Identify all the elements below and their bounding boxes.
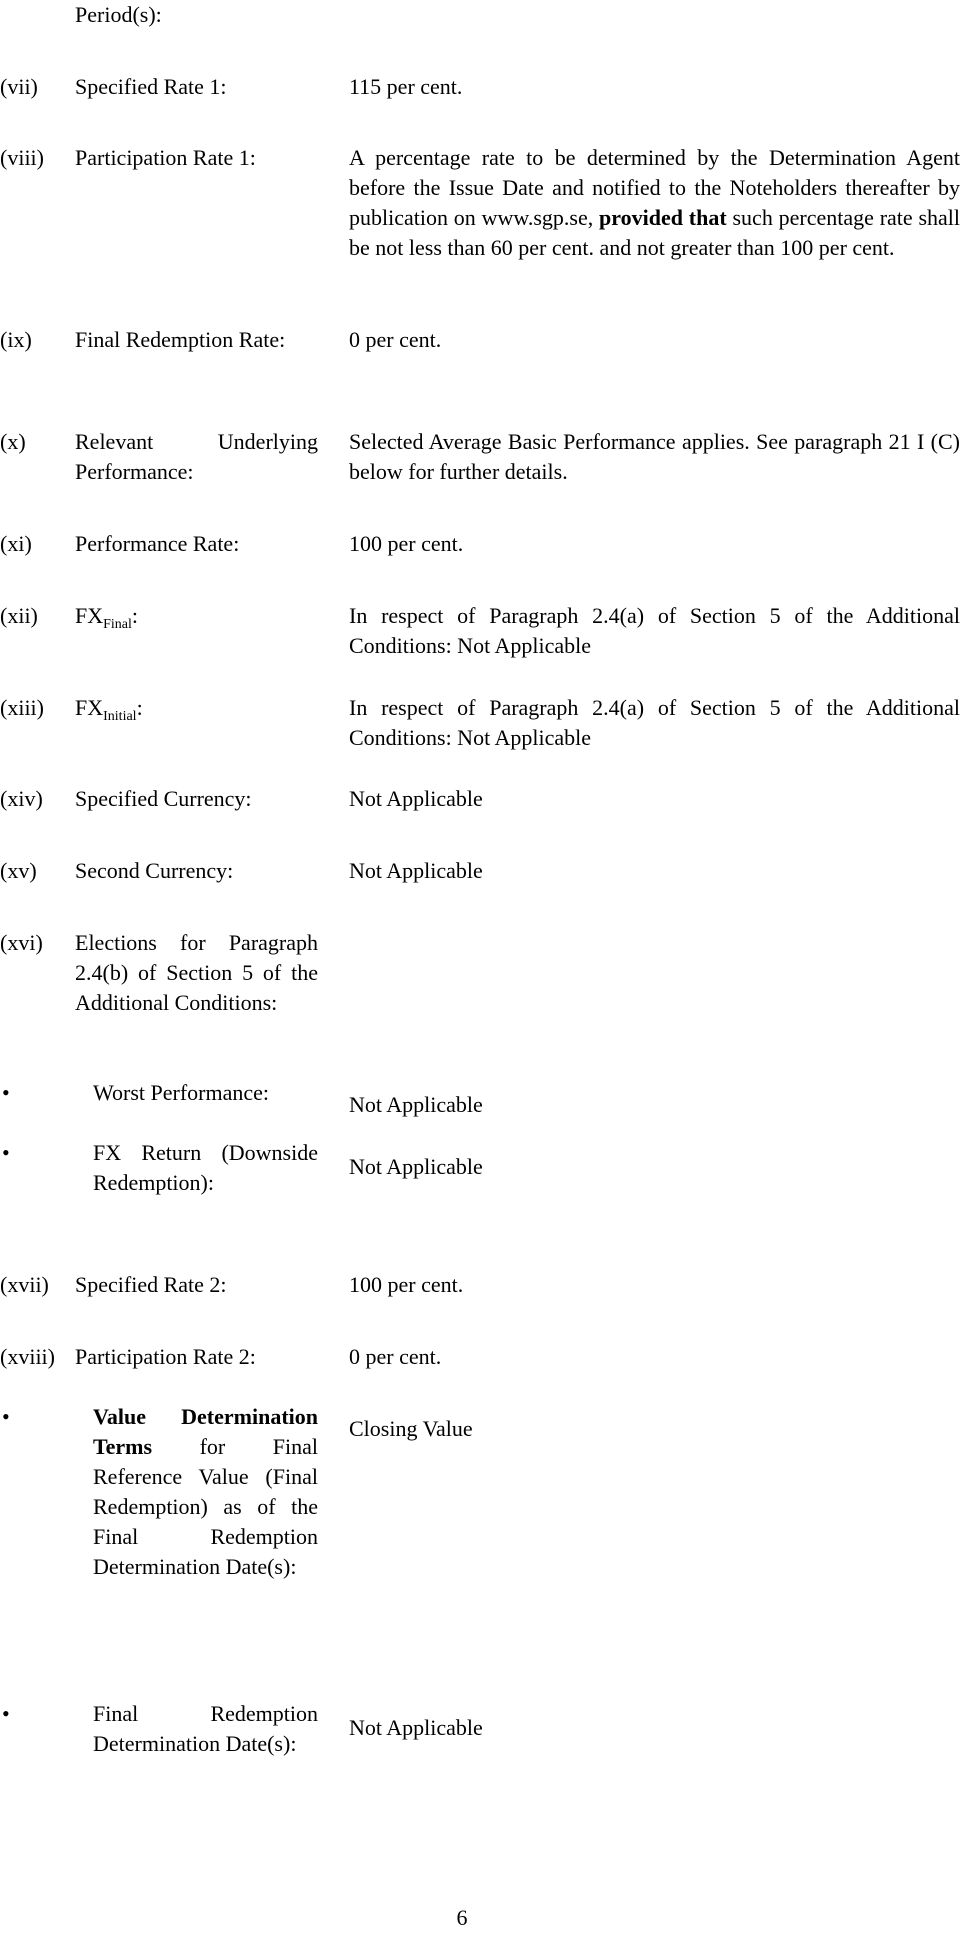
- value-text-b: such percentage rate shall be not less than 60 per cent. and not greater than 100 per cent.: [349, 205, 960, 260]
- bullet-label: Worst Performance:: [93, 1080, 269, 1105]
- period-label: Period(s):: [75, 2, 162, 27]
- bullet-value: Not Applicable: [349, 1092, 483, 1117]
- value-bold-text: provided that: [599, 205, 727, 230]
- item-number: (xviii): [0, 1344, 55, 1369]
- item-label: Participation Rate 2:: [75, 1344, 256, 1369]
- item-number: (xi): [0, 531, 32, 556]
- bullet-label: FX Return (Downside Redemption):: [93, 1140, 318, 1195]
- bullet-icon: •: [2, 1701, 10, 1726]
- item-label: Specified Rate 2:: [75, 1272, 227, 1297]
- bullet-icon: •: [2, 1404, 10, 1429]
- bullet-value: Closing Value: [349, 1416, 473, 1441]
- item-number: (xv): [0, 858, 37, 883]
- item-number: (xiv): [0, 786, 43, 811]
- item-number: (x): [0, 429, 26, 454]
- item-value: Selected Average Basic Performance applies. See paragraph 21 I (C) below for further details.: [349, 429, 960, 484]
- bullet-icon: •: [2, 1140, 10, 1165]
- item-label: Relevant Underlying Performance:: [75, 429, 318, 484]
- item-value: [349, 143, 960, 263]
- item-number: (ix): [0, 327, 32, 352]
- item-number: (xvi): [0, 930, 43, 955]
- item-number: (xiii): [0, 695, 44, 720]
- item-number: (xvii): [0, 1272, 49, 1297]
- item-value: 115 per cent.: [349, 74, 463, 99]
- item-label: Specified Rate 1:: [75, 74, 227, 99]
- page-number: 6: [456, 1905, 468, 1930]
- item-value: 100 per cent.: [349, 531, 464, 556]
- item-label: Final Redemption Rate:: [75, 327, 286, 352]
- item-number: (xii): [0, 603, 38, 628]
- item-value: In respect of Paragraph 2.4(a) of Section 5 of the Additional Conditions: Not Applicable: [349, 695, 960, 750]
- item-label: Second Currency:: [75, 858, 234, 883]
- bullet-value: Not Applicable: [349, 1154, 483, 1179]
- item-value: 0 per cent.: [349, 327, 442, 352]
- bullet-label: Value Determination Terms for Final Reference Value (Final Redemption) as of the Final Redemption Determination Date(s):: [93, 1404, 318, 1579]
- item-label: $FX_{Final}$:: [75, 603, 139, 632]
- bullet-label: Final Redemption Determination Date(s):: [93, 1701, 318, 1756]
- item-value: 100 per cent.: [349, 1272, 464, 1297]
- item-label: Elections for Paragraph 2.4(b) of Section 5 of the Additional Conditions:: [75, 930, 318, 1015]
- item-label: Performance Rate:: [75, 531, 240, 556]
- item-label: Participation Rate 1:: [75, 145, 256, 170]
- item-value: Not Applicable: [349, 786, 483, 811]
- item-number: (vii): [0, 74, 38, 99]
- item-number: (viii): [0, 145, 44, 170]
- item-value: Not Applicable: [349, 858, 483, 883]
- item-value: In respect of Paragraph 2.4(a) of Section 5 of the Additional Conditions: Not Applicable: [349, 603, 960, 658]
- item-label: Specified Currency:: [75, 786, 252, 811]
- bullet-icon: •: [2, 1080, 10, 1105]
- value-text-a: A percentage rate to be determined by the Determination Agent before the Issue Date and notified to the Noteholders thereafter by publication on www.sgp.se,: [349, 145, 960, 230]
- bullet-value: Not Applicable: [349, 1715, 483, 1740]
- item-label: $FX_{Initial}$:: [75, 695, 143, 724]
- item-value: 0 per cent.: [349, 1344, 442, 1369]
